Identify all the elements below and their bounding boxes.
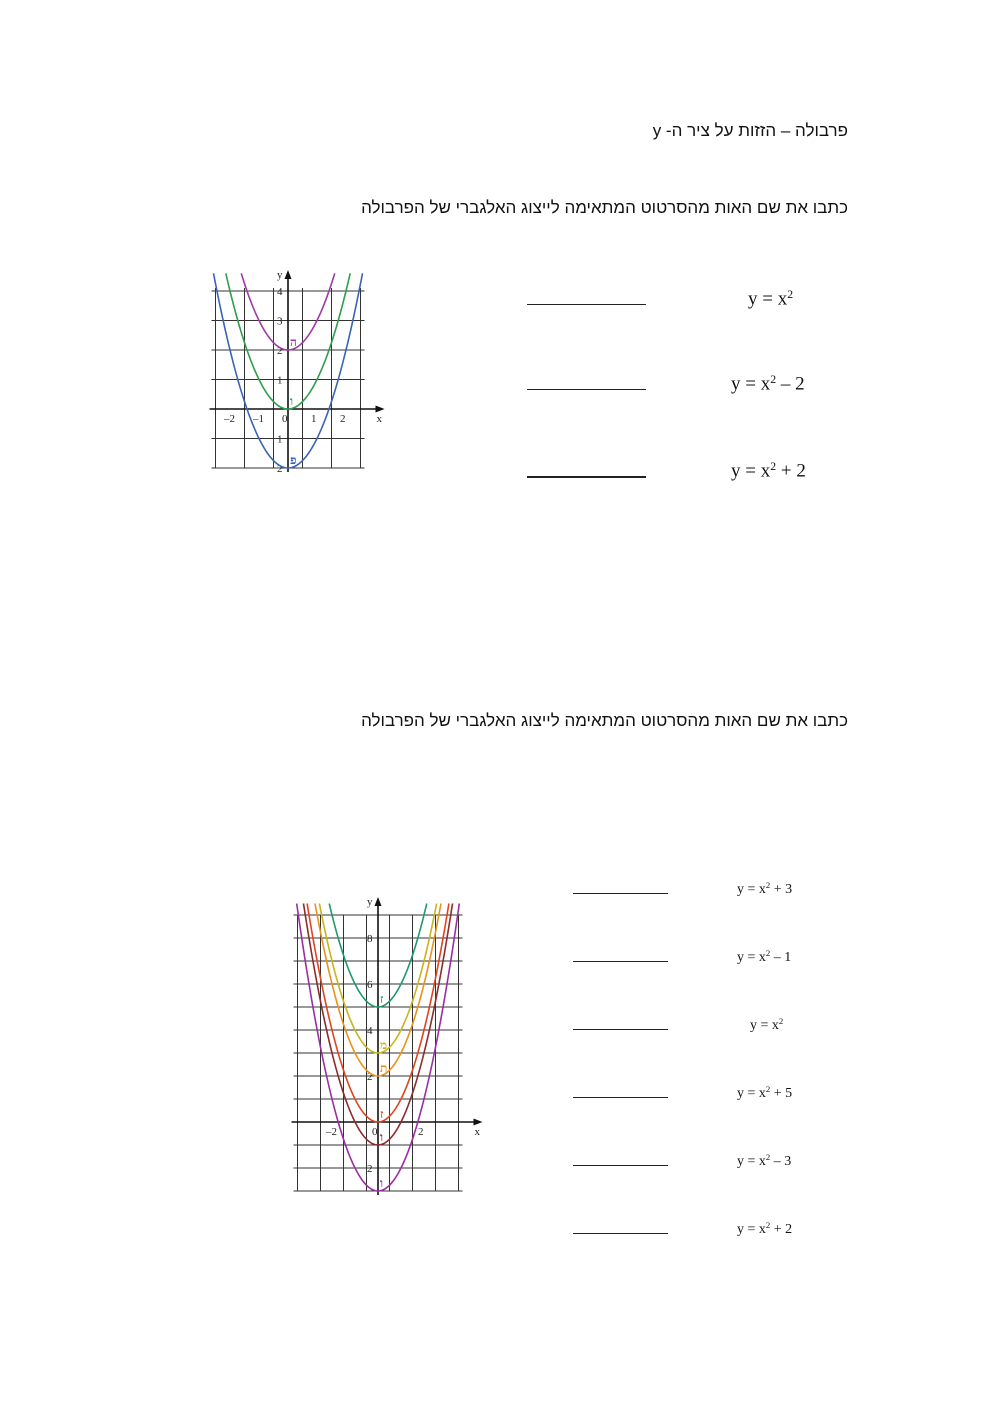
x-tick-label: –2 [224,413,235,425]
y-axis-arrow [285,270,292,279]
x-tick-label: 2 [418,1126,424,1138]
x-tick-label: –1 [253,413,264,425]
y-axis-label: y [367,896,373,908]
y-axis-arrow [375,897,382,906]
y-tick-label: 1 [277,433,283,446]
curve-label: ת [380,1061,388,1075]
y-tick-label: 8 [367,933,373,945]
curve-label: ו [380,1176,384,1190]
x-axis-arrow [474,1119,483,1126]
x-tick-label: 2 [340,413,346,425]
equation: $y = x^2$ [748,288,794,310]
answer-line[interactable] [527,304,646,305]
instruction-1: כתבו את שם האות מהסרטוט המתאימה לייצוג האלגברי של הפרבולה [361,198,848,217]
y-axis-label: y [277,269,283,282]
equation: $y = x^2 + 3$ [737,880,793,897]
y-tick-label: 4 [277,286,283,298]
y-tick-label: 1 [277,374,283,387]
answer-line[interactable] [573,1029,668,1030]
curve-label: פ [290,453,297,467]
answer-line[interactable] [573,961,668,962]
x-axis-label: x [376,413,382,425]
answer-line[interactable] [573,1233,668,1234]
x-tick-label: 1 [311,413,317,425]
graph-1 [205,262,380,482]
equation: $y = x^2 - 3$ [737,1152,792,1169]
answer-line[interactable] [573,1097,668,1098]
x-tick-label: 0 [282,413,288,425]
curve-label: ז [380,1107,384,1121]
curve-label: ה [290,335,297,349]
y-tick-label: 2 [367,1071,373,1083]
y-tick-label: 4 [367,1025,373,1037]
equation: $y = x^2 + 2$ [737,1220,793,1237]
y-tick-label: 2 [367,1163,373,1175]
x-tick-label: 0 [372,1126,378,1138]
curve-label: ו [380,1130,384,1144]
y-tick-label: 3 [277,315,283,328]
page-title: פרבולה – הזזות על ציר ה- y [652,121,848,140]
answer-line[interactable] [573,1165,668,1166]
x-tick-label: –2 [326,1126,337,1138]
equation: $y = x^2 + 2$ [731,460,806,482]
equation: $y = x^2 - 1$ [737,948,792,965]
x-axis-label: x [474,1126,480,1138]
curve-label: ז [380,992,384,1006]
equation: $y = x^2 - 2$ [731,373,805,395]
curve-label: ו [290,394,294,408]
answer-line[interactable] [527,476,646,478]
answer-line[interactable] [573,893,668,894]
y-tick-label: 2 [277,345,283,357]
curve-label: מ [380,1038,388,1052]
instruction-2: כתבו את שם האות מהסרטוט המתאימה לייצוג האלגברי של הפרבולה [361,711,848,730]
equation: $y = x^2 + 5$ [737,1084,793,1101]
y-tick-label: 2 [277,463,283,475]
equation: $y = x^2$ [750,1016,784,1033]
graph-2 [288,887,480,1199]
y-tick-label: 6 [367,979,373,991]
answer-line[interactable] [527,389,646,390]
x-axis-arrow [376,406,385,413]
